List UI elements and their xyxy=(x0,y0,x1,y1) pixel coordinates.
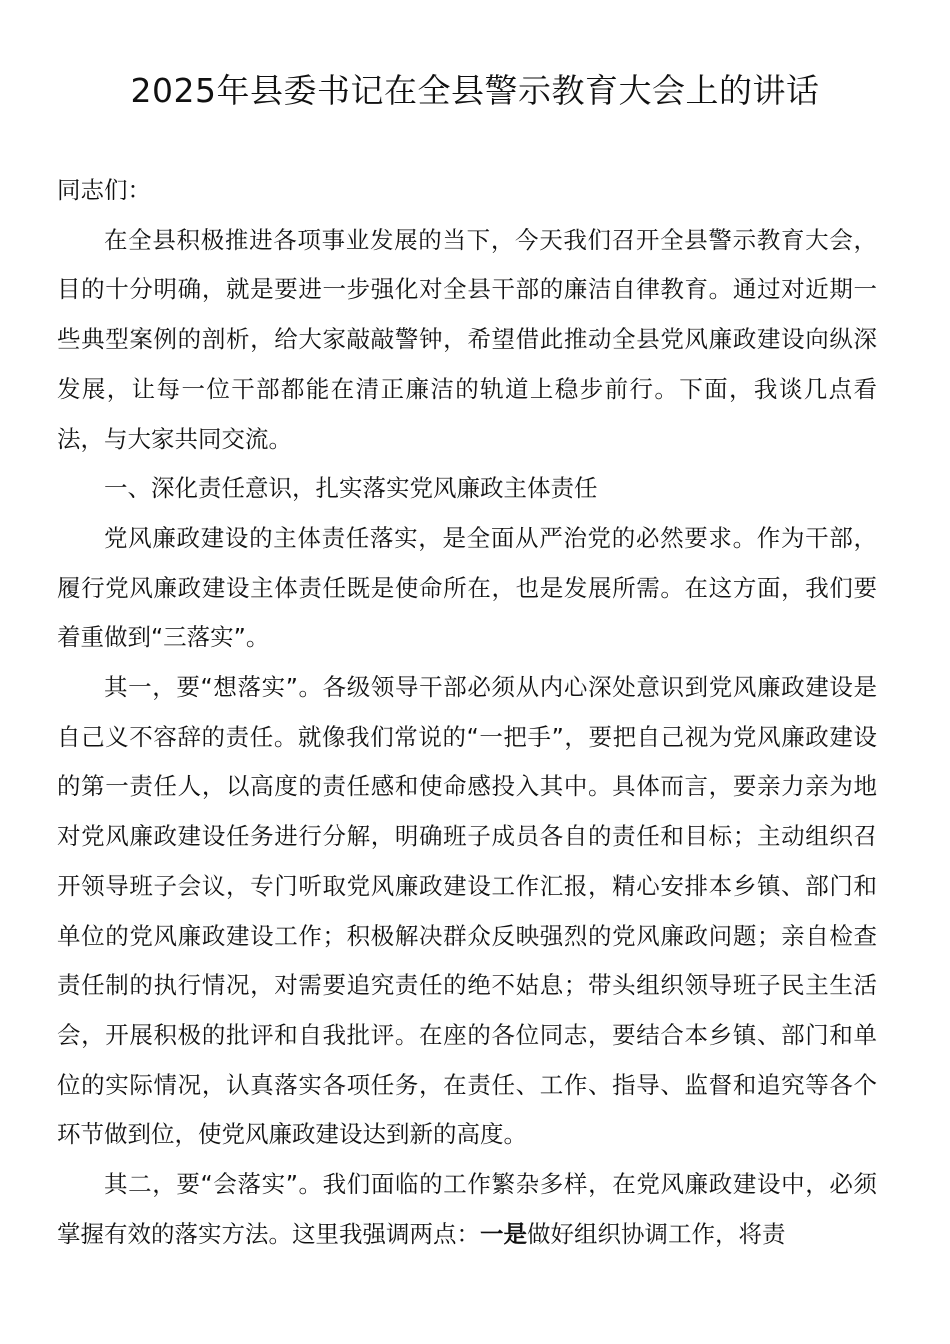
salutation: 同志们： xyxy=(57,176,151,204)
paragraph-3-bold: 一是 xyxy=(480,1219,527,1248)
paragraph-3-lead: 其二，要“会落实”。我们面临的工作繁杂多样，在党风廉政建设中，必须掌握有效的落实方法。这里我强调两点： xyxy=(57,1170,877,1248)
paragraph-3-tail: 做好组织协调工作，将责 xyxy=(527,1219,786,1248)
paragraph-3 xyxy=(57,1160,877,1259)
paragraph-1: 党风廉政建设的主体责任落实，是全面从严治党的必然要求。作为干部，履行党风廉政建设主体责任既是使命所在，也是发展所需。在这方面，我们要着重做到“三落实”。 xyxy=(57,523,877,652)
section-heading-1: 一、深化责任意识，扎实落实党风廉政主体责任 xyxy=(104,474,598,503)
document-title: 2025年县委书记在全县警示教育大会上的讲话 xyxy=(130,71,820,110)
paragraph-2: 其一，要“想落实”。各级领导干部必须从内心深处意识到党风廉政建设是自己义不容辞的责任。就像我们常说的“一把手”，要把自己视为党风廉政建设的第一责任人，以高度的责任感和使命感投入其中。具体而言，要亲力亲为地对党风廉政建设任务进行分解，明确班子成员各自的责任和目标；主动组织召开领导班子会议，专门听取党风廉政建设工作汇报，精心安排本乡镇、部门和单位的党风廉政建设工作；积极解决群众反映强烈的党风廉政问题；亲自检查责任制的执行情况，对需要追究责任的绝不姑息；带头组织领导班子民主生活会，开展积极的批评和自我批评。在座的各位同志，要结合本乡镇、部门和单位的实际情况，认真落实各项任务，在责任、工作、指导、监督和追究等各个环节做到位，使党风廉政建设达到新的高度。 xyxy=(57,673,877,1149)
paragraph-intro: 在全县积极推进各项事业发展的当下，今天我们召开全县警示教育大会，目的十分明确，就是要进一步强化对全县干部的廉洁自律教育。通过对近期一些典型案例的剖析，给大家敲敲警钟，希望借此推动全县党风廉政建设向纵深发展，让每一位干部都能在清正廉洁的轨道上稳步前行。下面，我谈几点看法，与大家共同交流。 xyxy=(57,225,877,453)
document-body xyxy=(57,166,877,1259)
